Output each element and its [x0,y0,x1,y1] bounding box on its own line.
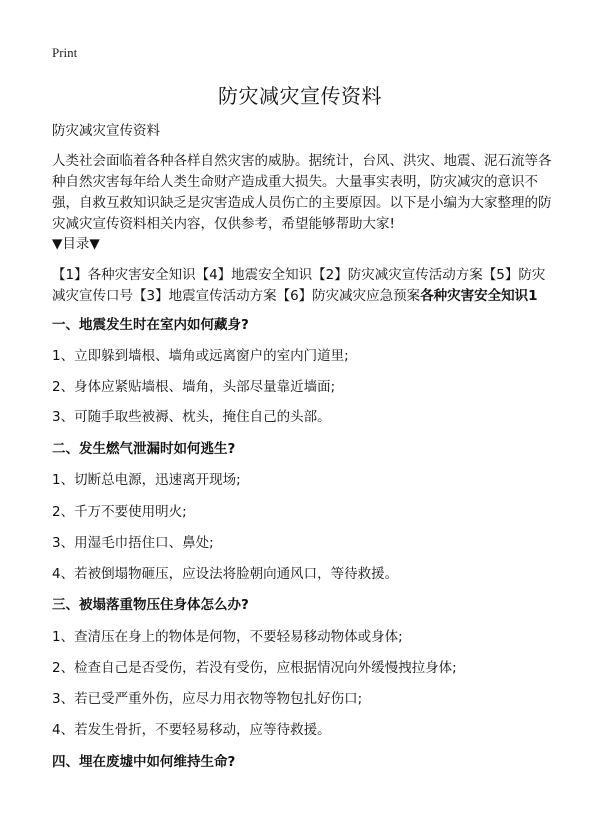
section-heading: 二、发生燃气泄漏时如何逃生? [52,441,236,457]
list-item: 2、身体应紧贴墙根、墙角，头部尽量靠近墙面; [52,379,336,395]
list-item: 4、若被倒塌物砸压，应设法将脸朝向通风口，等待救援。 [52,566,399,582]
toc-bold-tail: 各种灾害安全知识1 [420,288,538,304]
list-item: 1、查清压在身上的物体是何物，不要轻易移动物体或身体; [52,629,403,645]
list-item: 3、用湿毛巾捂住口、鼻处; [52,535,214,551]
list-item: 4、若发生骨折，不要轻易移动，应等待救援。 [52,722,331,738]
list-item: 3、若已受严重外伤，应尽力用衣物等物包扎好伤口; [52,691,363,707]
document-title: 防灾减灾宣传资料 [218,84,382,108]
toc-links[interactable]: 【1】各种灾害安全知识【4】地震安全知识【2】防灾减灾宣传活动方案【5】防灾减灾宣传口号【3】地震宣传活动方案【6】防灾减灾应急预案 [52,267,546,304]
section-heading: 一、地震发生时在室内如何藏身? [52,317,249,333]
list-item: 1、切断总电源，迅速离开现场; [52,472,241,488]
intro-paragraph: 人类社会面临着各种各样自然灾害的威胁。据统计，台风、洪灾、地震、泥石流等各种自然灾害每年给人类生命财产造成重大损失。大量事实表明，防灾减灾的意识不强，自救互救知识缺乏是灾害造成人员伤亡的主要原因。以下是小编为大家整理的防灾减灾宣传资料相关内容，仅供参考，希望能够帮助大家! [52,153,552,232]
list-item: 2、检查自己是否受伤，若没有受伤，应根据情况向外缓慢拽拉身体; [52,660,457,676]
section-heading: 四、埋在废墟中如何维持生命? [52,754,236,770]
toc-heading: ▼目录▼ [52,236,100,252]
toc-paragraph [52,265,552,307]
list-item: 1、立即躲到墙根、墙角或远离窗户的室内门道里; [52,348,349,364]
section-heading: 三、被塌落重物压住身体怎么办? [52,597,249,613]
list-item: 2、千万不要使用明火; [52,504,187,520]
document-subtitle: 防灾减灾宣传资料 [52,123,160,139]
print-link[interactable]: Print [52,45,78,60]
list-item: 3、可随手取些被褥、枕头，掩住自己的头部。 [52,409,331,425]
